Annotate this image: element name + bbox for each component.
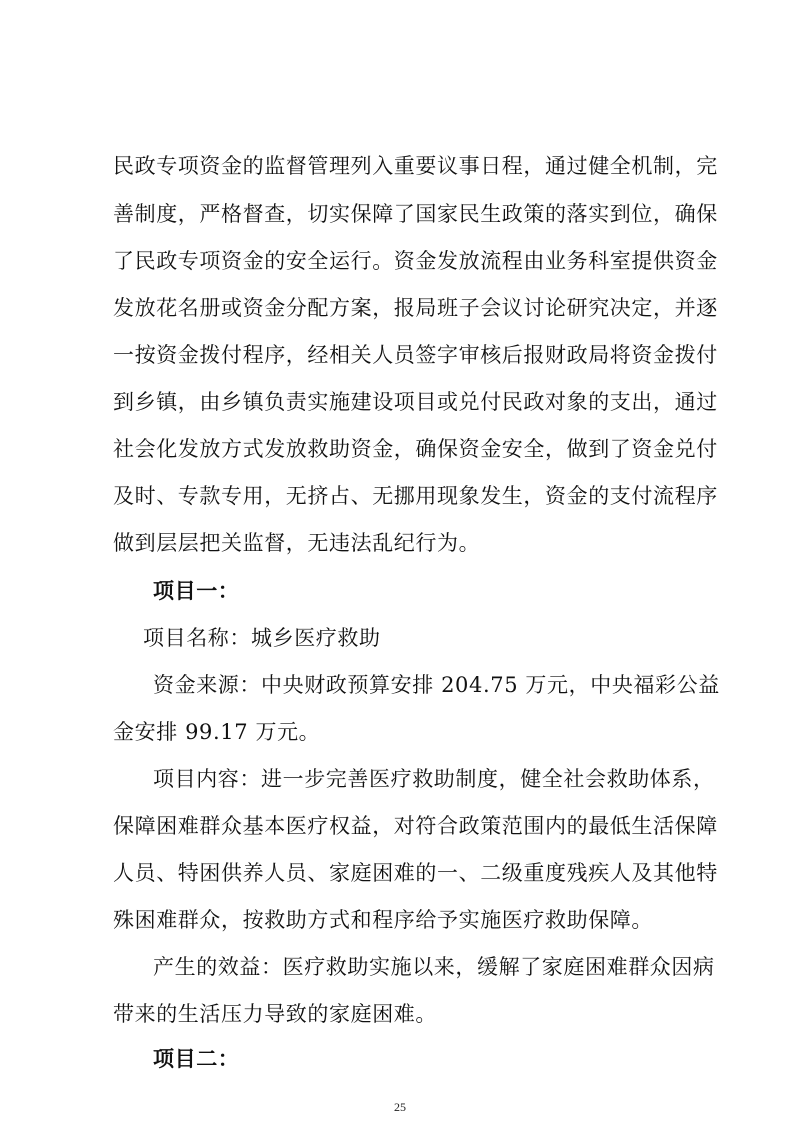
project-1-content-line: 保障困难群众基本医疗权益，对符合政策范围内的最低生活保障: [113, 814, 718, 838]
paragraph-line: 善制度，严格督查，切实保障了国家民生政策的落实到位，确保: [113, 202, 718, 226]
project-1-content-line: 殊困难群众，按救助方式和程序给予实施医疗救助保障。: [113, 908, 653, 932]
paragraph-line: 社会化发放方式发放救助资金，确保资金安全，做到了资金兑付: [113, 437, 718, 461]
project-1-name: 项目名称：城乡医疗救助: [143, 626, 381, 650]
project-1-benefit-line: 产生的效益：医疗救助实施以来，缓解了家庭困难群众因病: [153, 955, 715, 979]
project-1-content-line: 项目内容：进一步完善医疗救助制度，健全社会救助体系，: [153, 767, 715, 791]
paragraph-line: 了民政专项资金的安全运行。资金发放流程由业务科室提供资金: [113, 249, 718, 273]
paragraph-line: 发放花名册或资金分配方案，报局班子会议讨论研究决定，并逐: [113, 296, 718, 320]
project-1-benefit-line: 带来的生活压力导致的家庭困难。: [113, 1002, 437, 1026]
project-2-heading: 项目二：: [153, 1046, 240, 1071]
paragraph-line: 做到层层把关监督，无违法乱纪行为。: [113, 531, 481, 555]
project-1-heading: 项目一：: [153, 578, 240, 603]
paragraph-line: 民政专项资金的监督管理列入重要议事日程，通过健全机制，完: [113, 154, 718, 178]
project-1-content-line: 人员、特困供养人员、家庭困难的一、二级重度残疾人及其他特: [113, 861, 718, 885]
project-1-funding-line: 资金来源：中央财政预算安排 204.75 万元，中央福彩公益: [153, 673, 720, 697]
paragraph-line: 一按资金拨付程序，经相关人员签字审核后报财政局将资金拨付: [113, 343, 718, 367]
project-1-funding-line: 金安排 99.17 万元。: [113, 720, 321, 744]
paragraph-line: 及时、专款专用，无挤占、无挪用现象发生，资金的支付流程序: [113, 484, 718, 508]
paragraph-line: 到乡镇，由乡镇负责实施建设项目或兑付民政对象的支出，通过: [113, 390, 718, 414]
page-number: 25: [394, 1100, 406, 1114]
